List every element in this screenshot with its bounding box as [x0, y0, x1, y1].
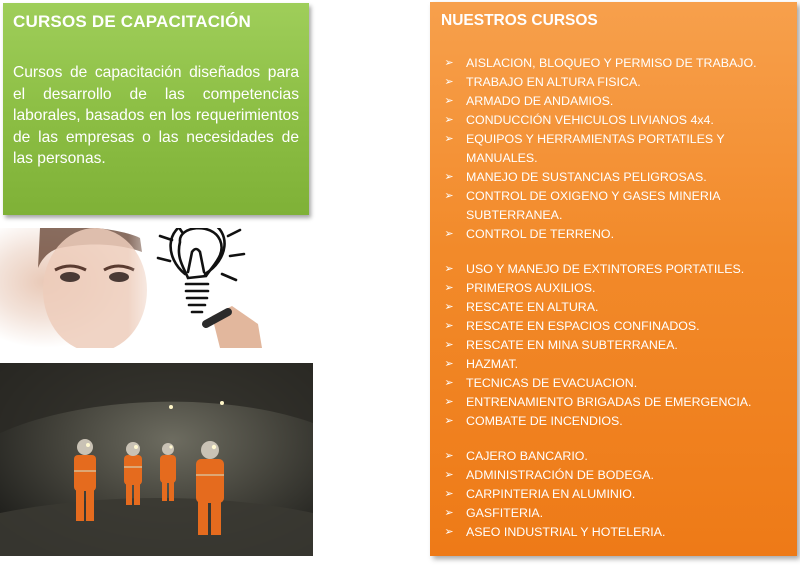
nuestros-cursos-title: NUESTROS CURSOS [441, 12, 598, 29]
course-label: CONTROL DE OXIGENO Y GASES MINERIA [466, 189, 721, 203]
course-item [430, 485, 797, 504]
arrow-bullet-icon: ➢ [444, 415, 454, 427]
group-spacer [430, 431, 797, 447]
arrow-bullet-icon: ➢ [444, 469, 454, 481]
course-label: MANUALES. [466, 151, 538, 165]
course-item [430, 111, 797, 130]
arrow-bullet-icon: ➢ [444, 339, 454, 351]
course-label: ENTRENAMIENTO BRIGADAS DE EMERGENCIA. [466, 395, 752, 409]
arrow-bullet-icon: ➢ [444, 320, 454, 332]
arrow-bullet-icon: ➢ [444, 133, 454, 145]
course-item [430, 206, 797, 225]
course-item [430, 412, 797, 431]
course-item [430, 54, 797, 73]
arrow-bullet-icon: ➢ [444, 228, 454, 240]
course-list [430, 54, 797, 542]
course-item [430, 279, 797, 298]
arrow-bullet-icon: ➢ [444, 76, 454, 88]
course-label: RESCATE EN ESPACIOS CONFINADOS. [466, 319, 700, 333]
nuestros-cursos-panel [430, 2, 797, 556]
arrow-bullet-icon: ➢ [444, 114, 454, 126]
course-label: RESCATE EN MINA SUBTERRANEA. [466, 338, 678, 352]
course-label: PRIMEROS AUXILIOS. [466, 281, 596, 295]
course-item [430, 92, 797, 111]
capacitacion-description: Cursos de capacitación diseñados para el desarrollo de las competencias laborales, basados en los requerimientos de las empresas o las necesidades de las personas. [13, 64, 299, 167]
arrow-bullet-icon: ➢ [444, 57, 454, 69]
course-item [430, 149, 797, 168]
arrow-bullet-icon: ➢ [444, 450, 454, 462]
course-label: GASFITERIA. [466, 506, 544, 520]
course-item [430, 355, 797, 374]
course-label: SUBTERRANEA. [466, 208, 563, 222]
course-item [430, 504, 797, 523]
course-item [430, 130, 797, 149]
course-item [430, 317, 797, 336]
course-item [430, 447, 797, 466]
arrow-bullet-icon: ➢ [444, 301, 454, 313]
course-label: COMBATE DE INCENDIOS. [466, 414, 623, 428]
course-label: ASEO INDUSTRIAL Y HOTELERIA. [466, 525, 666, 539]
course-label: TECNICAS DE EVACUACION. [466, 376, 638, 390]
arrow-bullet-icon: ➢ [444, 358, 454, 370]
course-label: ADMINISTRACIÓN DE BODEGA. [466, 468, 654, 482]
capacitacion-title: CURSOS DE CAPACITACIÓN [13, 12, 252, 31]
course-item [430, 523, 797, 542]
course-label: AISLACION, BLOQUEO Y PERMISO DE TRABAJO. [466, 56, 757, 70]
course-item [430, 336, 797, 355]
lightbulb-illustration [0, 228, 297, 348]
course-label: ARMADO DE ANDAMIOS. [466, 94, 614, 108]
arrow-bullet-icon: ➢ [444, 95, 454, 107]
course-label: HAZMAT. [466, 357, 519, 371]
course-item [430, 260, 797, 279]
course-label: RESCATE EN ALTURA. [466, 300, 599, 314]
arrow-bullet-icon: ➢ [444, 190, 454, 202]
arrow-bullet-icon: ➢ [444, 377, 454, 389]
arrow-bullet-icon: ➢ [444, 282, 454, 294]
group-spacer [430, 244, 797, 260]
course-item [430, 466, 797, 485]
course-label: CARPINTERIA EN ALUMINIO. [466, 487, 636, 501]
arrow-bullet-icon: ➢ [444, 263, 454, 275]
course-item [430, 393, 797, 412]
lightbulb-photo [0, 228, 297, 348]
arrow-bullet-icon: ➢ [444, 171, 454, 183]
arrow-bullet-icon: ➢ [444, 488, 454, 500]
course-item [430, 168, 797, 187]
course-label: USO Y MANEJO DE EXTINTORES PORTATILES. [466, 262, 745, 276]
mine-illustration [0, 363, 313, 556]
course-item [430, 73, 797, 92]
arrow-bullet-icon: ➢ [444, 526, 454, 538]
arrow-bullet-icon: ➢ [444, 507, 454, 519]
course-item [430, 298, 797, 317]
course-label: TRABAJO EN ALTURA FISICA. [466, 75, 641, 89]
arrow-bullet-icon: ➢ [444, 396, 454, 408]
course-label: EQUIPOS Y HERRAMIENTAS PORTATILES Y [466, 132, 725, 146]
course-item [430, 225, 797, 244]
capacitacion-panel [3, 3, 309, 215]
course-label: CAJERO BANCARIO. [466, 449, 588, 463]
course-label: CONTROL DE TERRENO. [466, 227, 615, 241]
course-item [430, 187, 797, 206]
course-item [430, 374, 797, 393]
mine-workers-photo [0, 363, 313, 556]
course-label: CONDUCCIÓN VEHICULOS LIVIANOS 4x4. [466, 113, 714, 127]
course-label: MANEJO DE SUSTANCIAS PELIGROSAS. [466, 170, 707, 184]
